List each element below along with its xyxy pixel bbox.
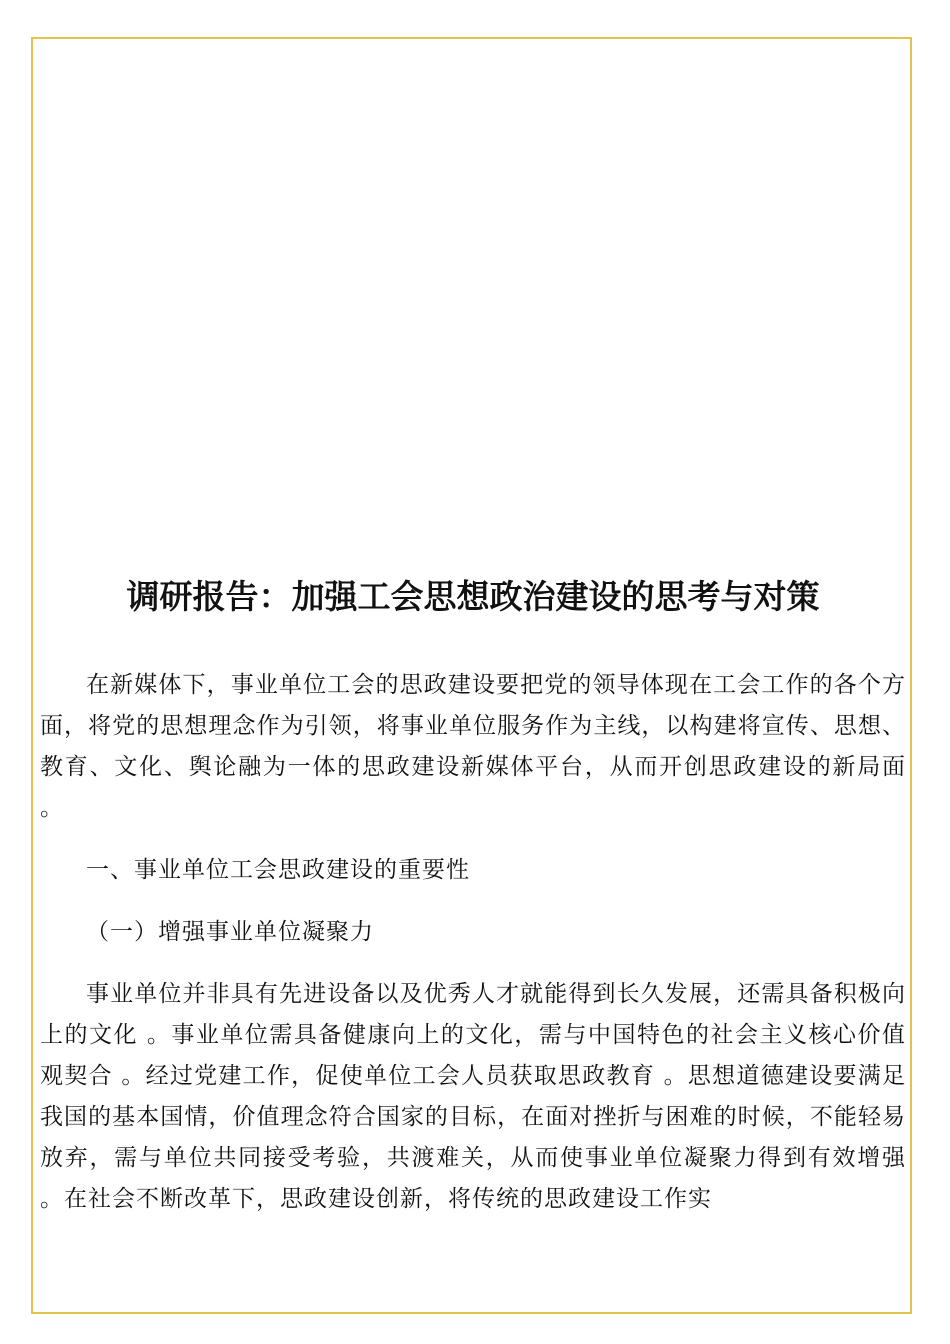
intro-paragraph: 在新媒体下，事业单位工会的思政建设要把党的领导体现在工会工作的各个方面，将党的思想理念作为引领，将事业单位服务作为主线，以构建将宣传、思想、教育、文化、舆论融为一体的思政建设新媒体平台，从而开创思政建设的新局面 。 [40,672,906,821]
spacer [40,891,906,912]
spacer [40,829,906,850]
section-heading: 一、事业单位工会思政建设的重要性 [86,857,470,883]
document-body [40,665,906,1220]
subsection-heading: （一）增强事业单位凝聚力 [86,919,374,945]
body-paragraph: 事业单位并非具有先进设备以及优秀人才就能得到长久发展，还需具备积极向上的文化 。事业单位需具备健康向上的文化，需与中国特色的社会主义核心价值观契合 。经过党建工作，促使单位工会人员获取思政教育 。思想道德建设要满足我国的基本国情，价值理念符合国家的目标，在面对挫折与困难的时候，不能轻易放弃，需与单位共同接受考验，共渡难关，从而使事业单位凝聚力得到有效增强 。在社会不断改革下，思政建设创新，将传统的思政建设工作实 [40,981,906,1212]
spacer [40,953,906,974]
document-title: 调研报告：加强工会思想政治建设的思考与对策 [126,577,820,616]
